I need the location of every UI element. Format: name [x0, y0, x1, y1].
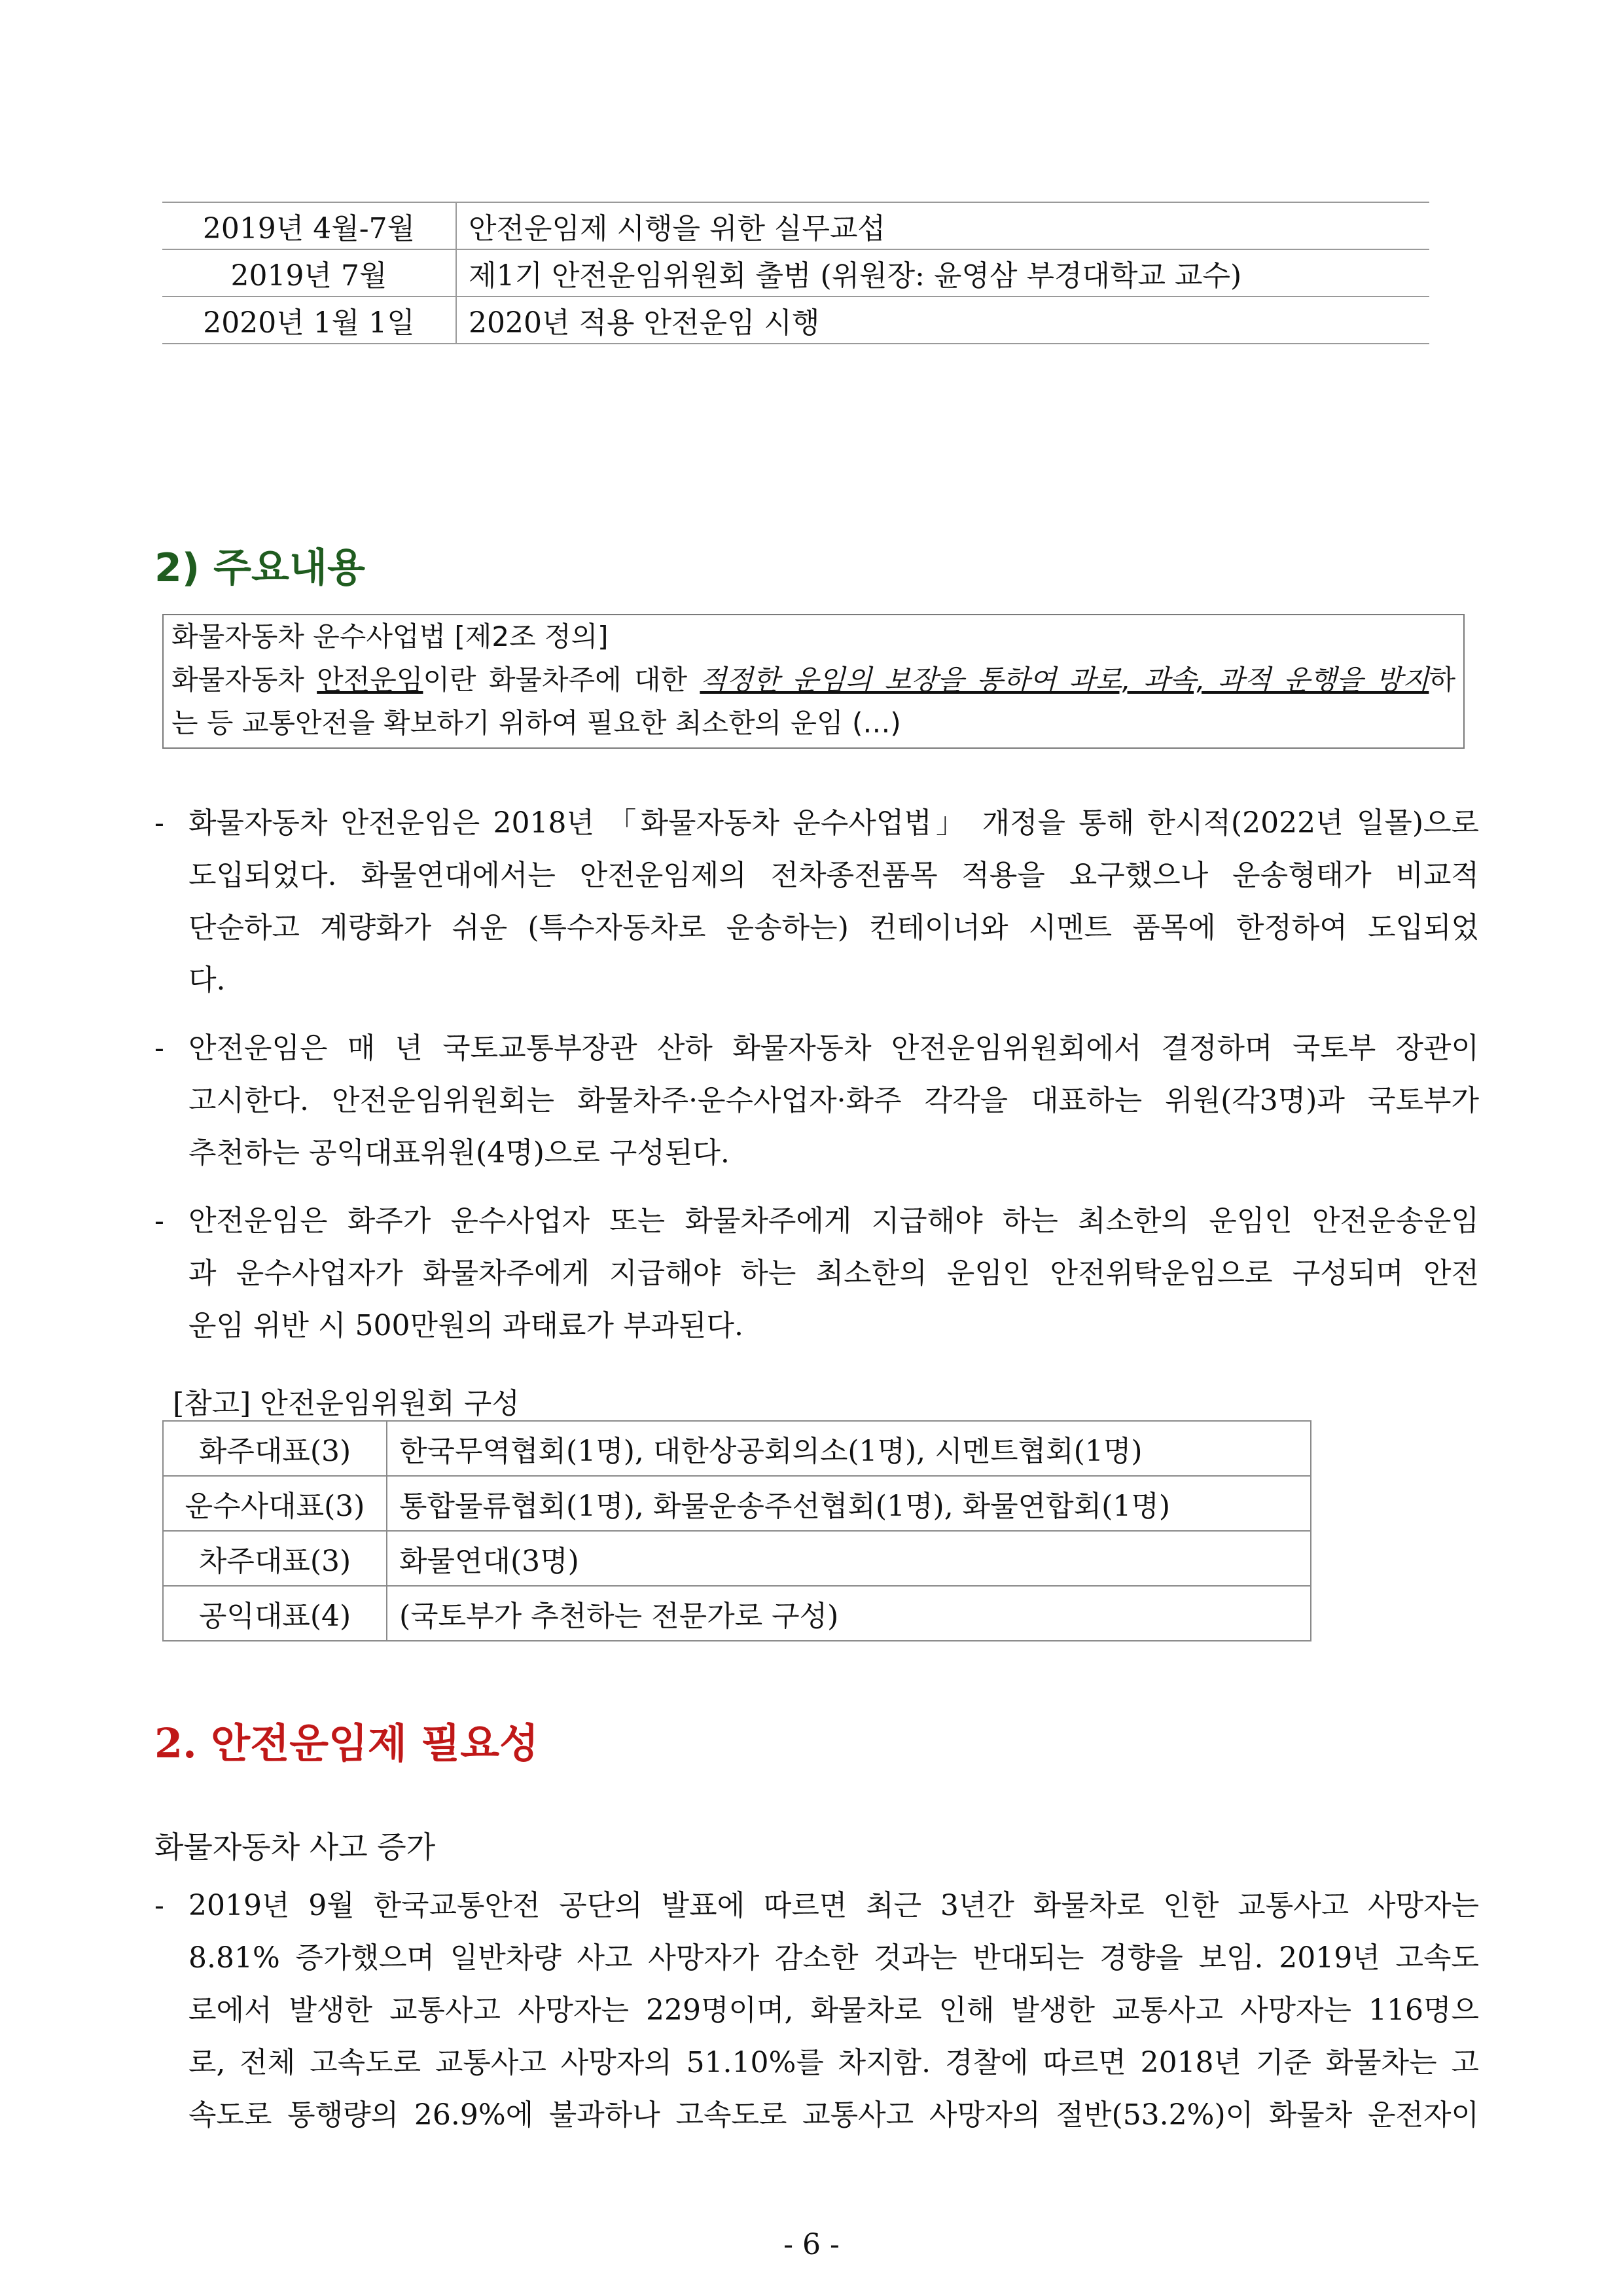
committee-members: 화물연대(3명)	[387, 1531, 1311, 1586]
reference-title: [참고] 안전운임위원회 구성	[173, 1387, 520, 1420]
timeline-desc: 2020년 적용 안전운임 시행	[456, 296, 1429, 344]
committee-members: 통합물류협회(1명), 화물운송주선협회(1명), 화물연합회(1명)	[387, 1476, 1311, 1531]
bullet-line: 화물자동차 안전운임은 2018년 「화물자동차 운수사업법」 개정을 통해 한시적(2022년 일몰)으로	[188, 806, 1479, 840]
bullet-line: 로에서 발생한 교통사고 사망자는 229명이며, 화물차로 인해 발생한 교통사고 사망자는 116명으	[188, 1994, 1479, 2027]
timeline-date: 2019년 7월	[162, 249, 456, 296]
committee-role: 공익대표(4)	[163, 1586, 387, 1641]
bullet-line: 다.	[188, 963, 226, 997]
table-row	[162, 249, 1429, 296]
table-row	[163, 1531, 1311, 1586]
timeline-table	[162, 202, 1429, 344]
chapter-heading: 2. 안전운임제 필요성	[154, 1719, 539, 1767]
bullet-paragraph	[154, 1195, 1479, 1352]
timeline-desc: 안전운임제 시행을 위한 실무교섭	[456, 202, 1429, 249]
table-row	[162, 296, 1429, 344]
bullet-paragraph	[154, 1022, 1479, 1179]
bullet-line: 안전운임은 화주가 운수사업자 또는 화물차주에게 지급해야 하는 최소한의 운임인 안전운송운임	[188, 1204, 1479, 1238]
table-row	[163, 1421, 1311, 1476]
committee-members: 한국무역협회(1명), 대한상공회의소(1명), 시멘트협회(1명)	[387, 1421, 1311, 1476]
bullet-line: 단순하고 계량화가 쉬운 (특수자동차로 운송하는) 컨테이너와 시멘트 품목에 한정하여 도입되었	[188, 911, 1479, 944]
committee-role: 화주대표(3)	[163, 1421, 387, 1476]
bullet-line: 로, 전체 고속도로 교통사고 사망자의 51.10%를 차지함. 경찰에 따르면 2018년 기준 화물차는 고	[188, 2046, 1479, 2079]
bullet-line: 2019년 9월 한국교통안전 공단의 발표에 따르면 최근 3년간 화물차로 인한 교통사고 사망자는	[188, 1889, 1479, 1922]
definition-text: 하	[1429, 664, 1456, 696]
bullet-paragraph	[154, 797, 1479, 1007]
table-row	[163, 1476, 1311, 1531]
committee-table	[162, 1420, 1311, 1641]
bullet-dash: -	[154, 1204, 164, 1238]
definition-emphasis: 적정한 운임의 보장을 통하여 과로, 과속, 과적 운행을 방지	[700, 664, 1429, 696]
bullet-dash: -	[154, 806, 164, 840]
bullet-line: 8.81% 증가했으며 일반차량 사고 사망자가 감소한 것과는 반대되는 경향을 보임. 2019년 고속도	[188, 1941, 1479, 1975]
timeline-date: 2020년 1월 1일	[162, 296, 456, 344]
definition-box	[162, 614, 1465, 749]
bullet-line: 안전운임은 매 년 국토교통부장관 산하 화물자동차 안전운임위원회에서 결정하며 국토부 장관이	[188, 1031, 1479, 1065]
definition-text: 이란 화물차주에 대한	[423, 664, 700, 696]
committee-role: 운수사대표(3)	[163, 1476, 387, 1531]
bullet-dash: -	[154, 1889, 164, 1922]
bullet-line: 도입되었다. 화물연대에서는 안전운임제의 전차종전품목 적용을 요구했으나 운송형태가 비교적	[188, 859, 1480, 892]
timeline-desc: 제1기 안전운임위원회 출범 (위원장: 윤영삼 부경대학교 교수)	[456, 249, 1429, 296]
table-row	[162, 202, 1429, 249]
definition-text: 화물자동차	[171, 664, 317, 696]
timeline-date: 2019년 4월-7월	[162, 202, 456, 249]
bullet-line: 추천하는 공익대표위원(4명)으로 구성된다.	[188, 1136, 730, 1170]
definition-line	[171, 658, 1455, 702]
definition-term: 안전운임	[317, 664, 423, 696]
bullet-line: 과 운수사업자가 화물차주에게 지급해야 하는 최소한의 운임인 안전위탁운임으로 구성되며 안전	[188, 1257, 1479, 1290]
committee-members: (국토부가 추천하는 전문가로 구성)	[387, 1586, 1311, 1641]
bullet-line: 고시한다. 안전운임위원회는 화물차주·운수사업자·화주 각각을 대표하는 위원(각3명)과 국토부가	[188, 1084, 1479, 1117]
accident-bullets	[154, 1880, 1479, 2157]
sub-heading: 화물자동차 사고 증가	[154, 1829, 436, 1865]
section-heading-main-content: 2) 주요내용	[154, 545, 365, 591]
main-content-bullets	[154, 797, 1479, 1368]
bullet-line: 운임 위반 시 500만원의 과태료가 부과된다.	[188, 1309, 743, 1342]
table-row	[163, 1586, 1311, 1641]
bullet-line: 속도로 통행량의 26.9%에 불과하나 고속도로 교통사고 사망자의 절반(53.2%)이 화물차 운전자이	[188, 2098, 1479, 2132]
page-number: - 6 -	[783, 2228, 840, 2261]
bullet-paragraph	[154, 1880, 1479, 2142]
committee-role: 차주대표(3)	[163, 1531, 387, 1586]
definition-line: 는 등 교통안전을 확보하기 위하여 필요한 최소한의 운임 (…)	[171, 707, 901, 739]
definition-title: 화물자동차 운수사업법 [제2조 정의]	[171, 620, 609, 653]
bullet-dash: -	[154, 1031, 164, 1065]
